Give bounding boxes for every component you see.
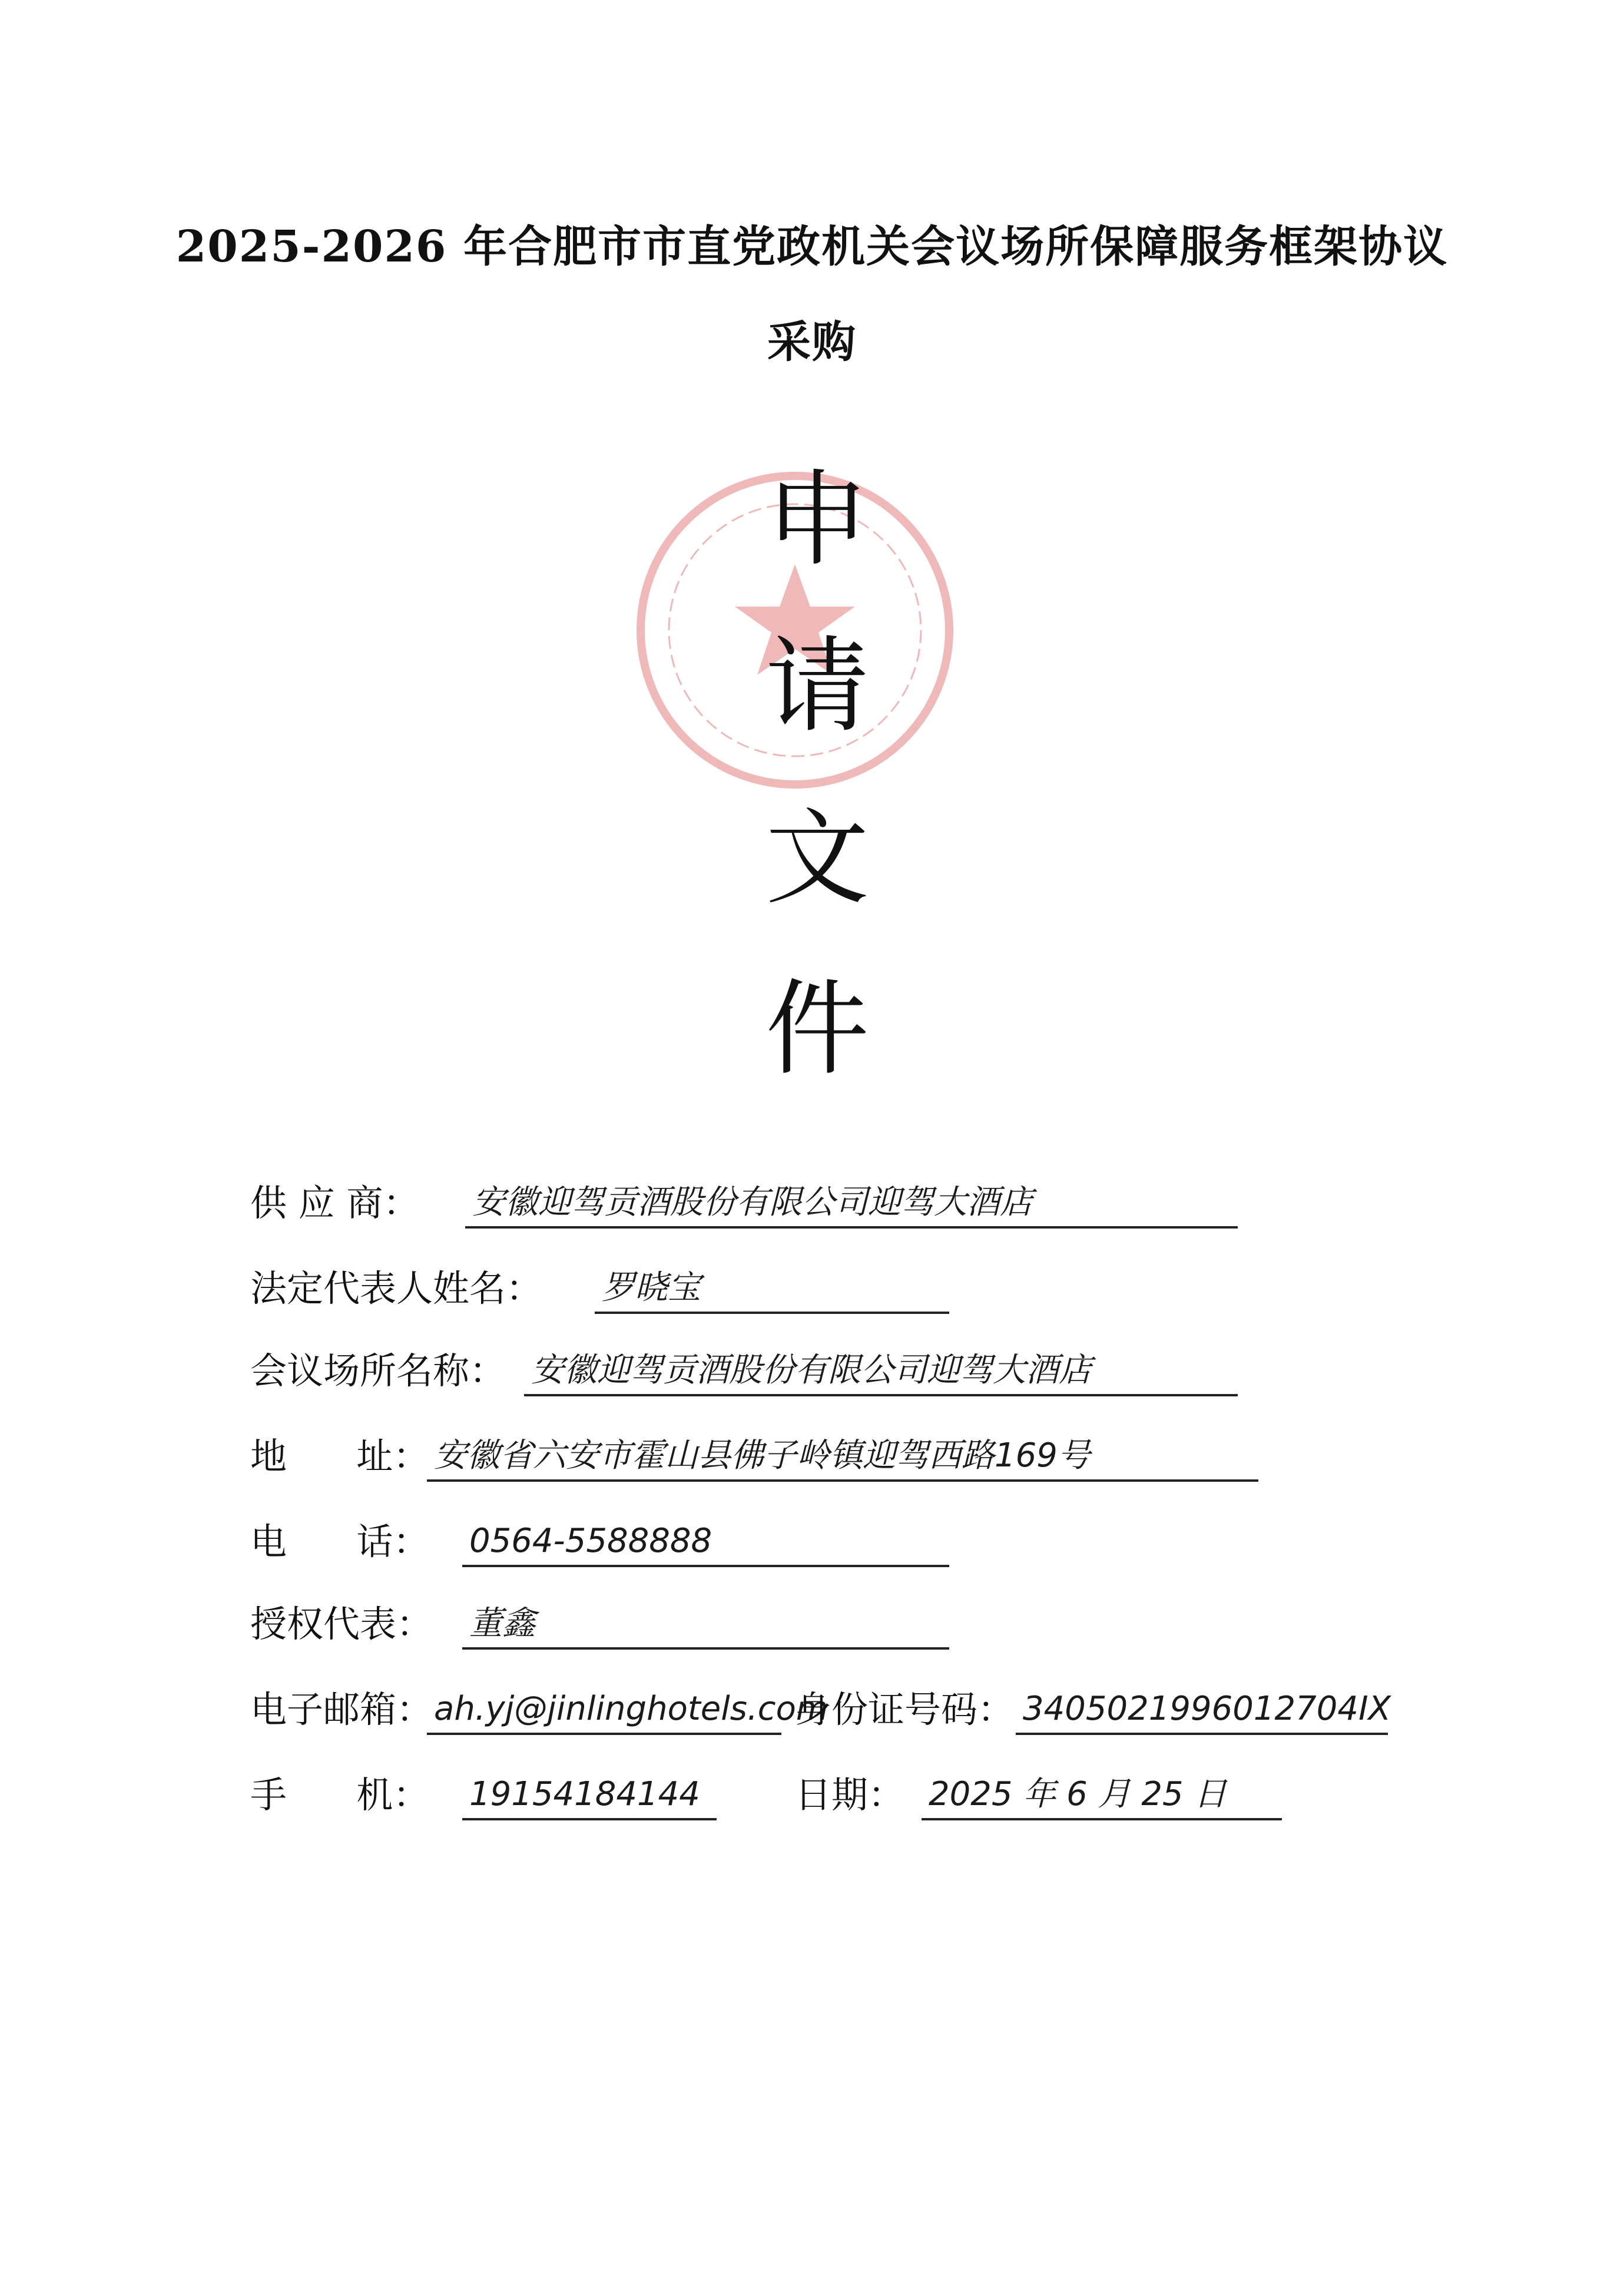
auth-rep-field[interactable]: 董鑫 xyxy=(462,1600,949,1650)
big-title-char-4: 件 xyxy=(765,969,870,1090)
mobile-date-row xyxy=(250,1764,1398,1829)
venue-label: 会议场所名称： xyxy=(250,1349,506,1392)
address-row xyxy=(250,1425,1369,1490)
legal-rep-field[interactable]: 罗晓宝 xyxy=(595,1264,949,1314)
date-label: 日期： xyxy=(795,1773,905,1816)
supplier-label: 供 应 商： xyxy=(250,1181,420,1224)
big-title-char-1: 申 xyxy=(765,459,870,580)
legal-rep-row xyxy=(250,1257,1369,1322)
email-label: 电子邮箱： xyxy=(250,1688,433,1731)
legal-rep-label: 法定代表人姓名： xyxy=(250,1267,543,1310)
id-label: 身份证号码： xyxy=(795,1688,1015,1731)
auth-rep-row xyxy=(250,1593,1369,1658)
document-title-line1: 2025-2026 年合肥市市直党政机关会议场所保障服务框架协议 xyxy=(175,221,1449,272)
phone-label: 电 话： xyxy=(250,1520,430,1563)
document-title-line2: 采购 xyxy=(767,317,857,367)
email-field[interactable]: ah.yj@jinlinghotels.com xyxy=(427,1686,781,1735)
date-field[interactable]: 2025 年 6 月 25 日 xyxy=(922,1771,1282,1820)
venue-row xyxy=(250,1340,1369,1405)
email-id-row xyxy=(250,1678,1398,1743)
phone-field[interactable]: 0564-5588888 xyxy=(462,1518,949,1567)
venue-field[interactable]: 安徽迎驾贡酒股份有限公司迎驾大酒店 xyxy=(524,1347,1238,1396)
supplier-field[interactable]: 安徽迎驾贡酒股份有限公司迎驾大酒店 xyxy=(465,1179,1238,1229)
big-title-char-2: 请 xyxy=(765,626,870,747)
mobile-label: 手 机： xyxy=(250,1773,430,1816)
auth-rep-label: 授权代表： xyxy=(250,1602,433,1645)
mobile-field[interactable]: 19154184144 xyxy=(462,1771,717,1820)
phone-row xyxy=(250,1511,1369,1575)
address-field[interactable]: 安徽省六安市霍山县佛子岭镇迎驾西路169号 xyxy=(427,1432,1258,1482)
id-field[interactable]: 3405021996012704IX xyxy=(1016,1686,1388,1735)
supplier-row xyxy=(250,1172,1369,1237)
address-label: 地 址： xyxy=(250,1435,430,1478)
big-title-char-3: 文 xyxy=(765,798,870,919)
